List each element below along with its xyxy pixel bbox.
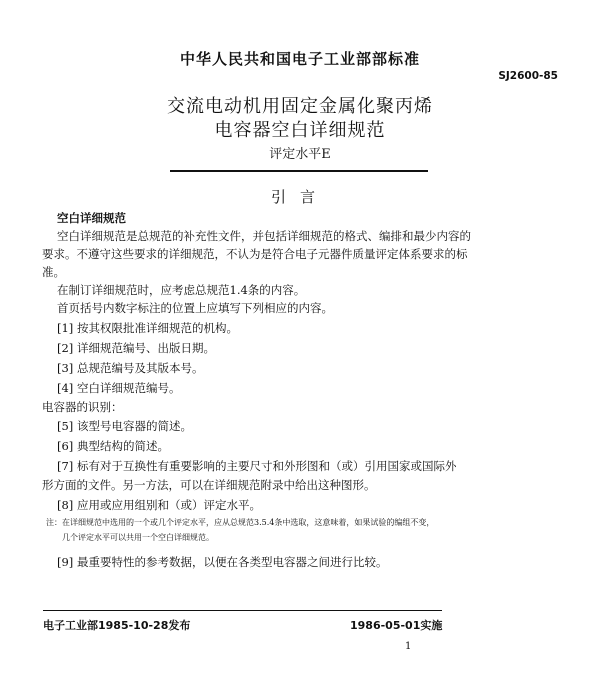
para3: 首页括号内数字标注的位置上应填写下列相应的内容。 — [57, 301, 333, 315]
item9: [9] 最重要特性的参考数据，以便在各类型电容器之间进行比较。 — [57, 555, 388, 569]
intro-heading: 引言 — [270, 188, 329, 206]
para1-line2: 要求。不遵守这些要求的详细规范，不认为是符合电子元器件质量评定体系要求的标 — [42, 247, 468, 261]
list-item: [2] 详细规范编号、出版日期。 — [57, 341, 215, 355]
list-item: [1] 按其权限批准详细规范的机构。 — [57, 321, 238, 335]
list-item: [5] 该型号电容器的简述。 — [57, 419, 192, 433]
item7-line2: 形方面的文件。另一方法，可以在详细规范附录中给出这种图形。 — [42, 478, 376, 492]
issue-date: 电子工业部1985-10-28发布 — [43, 619, 191, 632]
list-item: [3] 总规范编号及其版本号。 — [57, 361, 204, 375]
para1-line3: 准。 — [42, 265, 65, 279]
document-title-line1: 交流电动机用固定金属化聚丙烯 — [167, 96, 433, 117]
item7-line1: [7] 标有对于互换性有重要影响的主要尺寸和外形图和（或）引用国家或国际外 — [57, 459, 457, 473]
note-line1: 注：在详细规范中选用的一个或几个评定水平，应从总规范3.5.4条中选取，这意味着，如果试验的编组不变， — [46, 518, 435, 527]
intro-subheading: 空白详细规范 — [57, 211, 126, 225]
footer-divider — [43, 610, 442, 611]
item8: [8] 应用或应用组别和（或）评定水平。 — [57, 498, 261, 512]
para2: 在制订详细规范时，应考虑总规范1.4条的内容。 — [57, 283, 306, 297]
note-line2: 几个评定水平可以共用一个空白详细规范。 — [62, 533, 214, 542]
identification-label: 电容器的识别： — [42, 400, 123, 414]
para1-line1: 空白详细规范是总规范的补充性文件，并包括详细规范的格式、编排和最少内容的 — [57, 229, 471, 243]
effective-date: 1986-05-01实施 — [350, 619, 443, 632]
list-item: [6] 典型结构的简述。 — [57, 439, 169, 453]
title-divider — [170, 170, 428, 172]
standard-code: SJ2600-85 — [498, 70, 558, 82]
page-number: 1 — [405, 641, 412, 652]
assessment-level: 评定水平E — [269, 147, 331, 162]
issuing-organization: 中华人民共和国电子工业部部标准 — [179, 50, 420, 68]
document-title-line2: 电容器空白详细规范 — [214, 120, 386, 141]
list-item: [4] 空白详细规范编号。 — [57, 381, 181, 395]
